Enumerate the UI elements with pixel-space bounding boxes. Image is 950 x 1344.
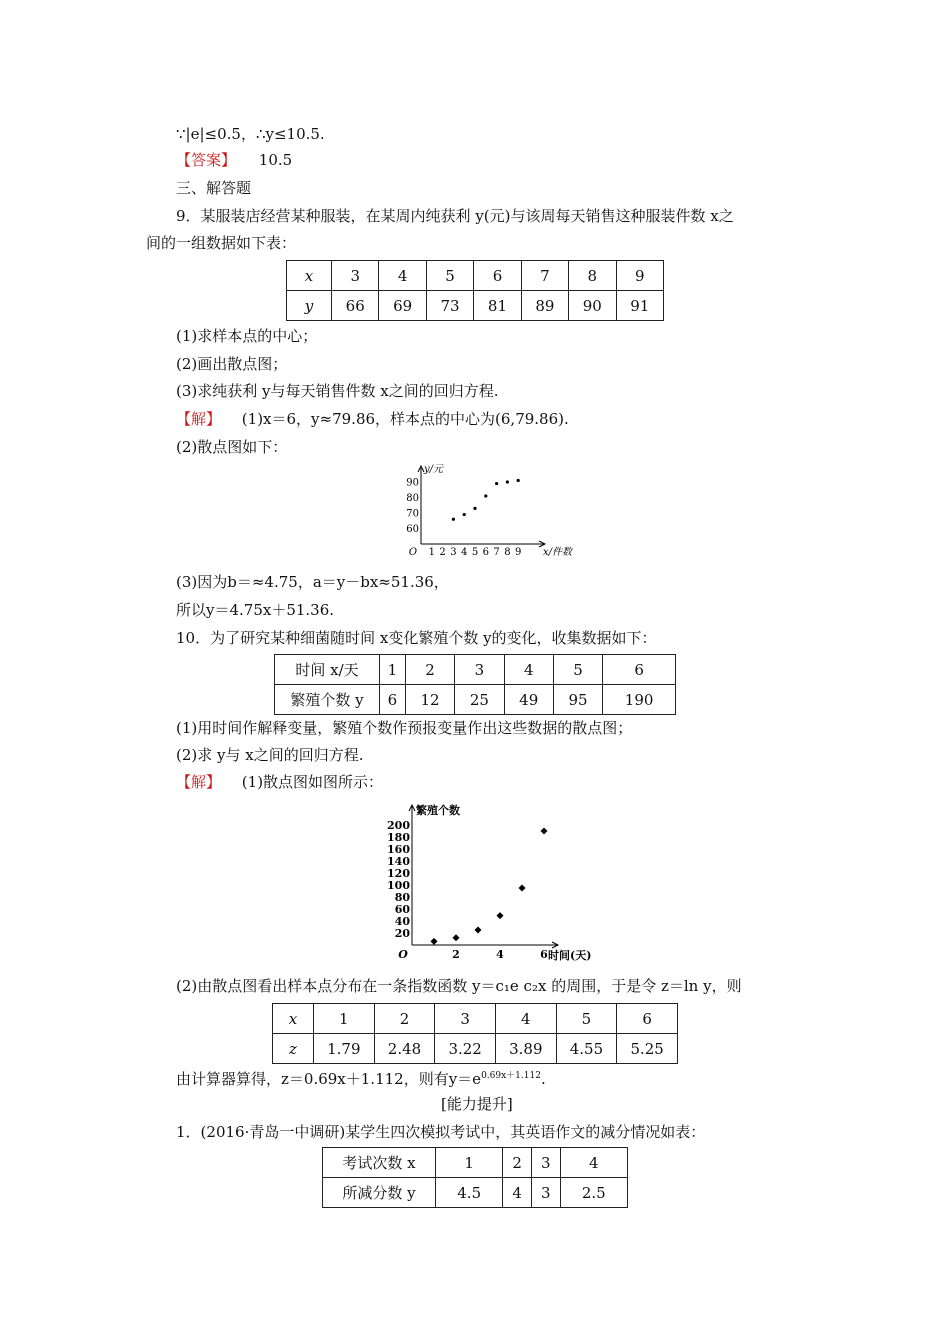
table-cell: 6 <box>474 261 521 291</box>
table-cell: 3 <box>531 1148 560 1178</box>
table-practice-1 <box>322 1147 628 1208</box>
solution-9-part3: (3)因为b＝≈4.75，a＝y－bx≈51.36， <box>176 573 449 591</box>
table-cell: 5 <box>556 1004 617 1034</box>
table-cell: 49 <box>504 685 553 715</box>
y-tick-label: 90 <box>406 477 419 489</box>
x-tick-label: 4 <box>461 547 468 558</box>
question-9-part2: (2)画出散点图； <box>176 355 288 373</box>
y-tick-label: 20 <box>394 927 410 940</box>
data-point <box>506 480 509 483</box>
question-10: 10．为了研究某种细菌随时间 x变化繁殖个数 y的变化，收集数据如下： <box>176 629 657 647</box>
table-cell: 3.22 <box>435 1034 496 1064</box>
table-cell: x <box>273 1004 314 1034</box>
data-point <box>541 828 548 835</box>
table-cell: 6 <box>380 685 406 715</box>
table-cell: 9 <box>616 261 663 291</box>
table-cell: 2.48 <box>374 1034 435 1064</box>
table-cell: 3 <box>455 655 504 685</box>
table-cell: 考试次数 x <box>323 1148 436 1178</box>
table-row <box>287 261 664 291</box>
result-end: . <box>540 1070 546 1088</box>
answer-line <box>176 150 292 170</box>
table-cell: z <box>273 1034 314 1064</box>
solution-text: (1)x＝6，y≈79.86，样本点的中心为(6,79.86). <box>241 410 569 428</box>
table-cell: 2.5 <box>560 1178 627 1208</box>
y-tick-label: 180 <box>387 831 410 844</box>
x-tick-label: O <box>408 547 418 558</box>
x-tick-label: 3 <box>450 547 457 558</box>
practice-question-1: 1．(2016·青岛一中调研)某学生四次模拟考试中，其英语作文的减分情况如表： <box>176 1123 706 1141</box>
data-point <box>497 912 504 919</box>
question-9-line1: 9．某服装店经营某种服装，在某周内纯获利 y(元)与该周每天销售这种服装件数 x之 <box>176 207 734 225</box>
answer-value: 10.5 <box>258 151 293 169</box>
solution-text: (1)散点图如图所示： <box>241 773 384 791</box>
x-tick-label: 9 <box>515 547 522 558</box>
table-cell: 4 <box>503 1178 532 1208</box>
table-q10-z <box>272 1003 678 1064</box>
y-tick-label: 60 <box>394 903 410 916</box>
data-point <box>463 513 466 516</box>
table-cell: 3 <box>332 261 379 291</box>
table-cell: 4 <box>560 1148 627 1178</box>
question-9-part3: (3)求纯获利 y与每天销售件数 x之间的回归方程. <box>176 382 499 400</box>
table-cell: 1 <box>380 655 406 685</box>
x-tick-label: 1 <box>428 547 435 558</box>
scatter-chart-q9 <box>395 460 590 560</box>
result-exponent: 0.69x＋1.112 <box>481 1071 541 1081</box>
solution-tag: 【解】 <box>176 410 222 428</box>
x-tick-label: 6 <box>540 948 548 961</box>
y-tick-label: 120 <box>387 867 410 880</box>
table-cell: 4.55 <box>556 1034 617 1064</box>
table-row <box>273 1034 678 1064</box>
y-tick-label: 80 <box>394 891 410 904</box>
x-tick-label: 6 <box>482 547 489 558</box>
y-tick-label: 140 <box>387 855 410 868</box>
y-tick-label: 40 <box>394 915 410 928</box>
table-cell: 5.25 <box>617 1034 678 1064</box>
table-row <box>275 655 676 685</box>
x-axis-label: 时间(天) <box>548 949 592 962</box>
question-10-part2: (2)求 y与 x之间的回归方程. <box>176 746 364 764</box>
table-cell: 2 <box>405 655 454 685</box>
question-10-part1: (1)用时间作解释变量，繁殖个数作预报变量作出这些数据的散点图； <box>176 719 633 737</box>
y-tick-label: 100 <box>387 879 410 892</box>
data-point <box>431 938 438 945</box>
table-cell: 1 <box>314 1004 375 1034</box>
solution-9-regression: 所以y＝4.75x＋51.36. <box>176 601 335 619</box>
table-cell: 4 <box>495 1004 556 1034</box>
y-tick-label: 70 <box>406 508 419 520</box>
table-cell: 1 <box>436 1148 503 1178</box>
y-tick-label: 200 <box>387 819 410 832</box>
table-cell: 8 <box>569 261 616 291</box>
result-text: 由计算器算得，z＝0.69x＋1.112，则有y＝e <box>176 1070 482 1088</box>
question-9-line2: 间的一组数据如下表： <box>146 234 297 252</box>
table-cell: 6 <box>617 1004 678 1034</box>
table-cell: 90 <box>569 291 616 321</box>
table-cell: 81 <box>474 291 521 321</box>
data-point <box>519 885 526 892</box>
table-cell: 3 <box>435 1004 496 1034</box>
table-cell: 1.79 <box>314 1034 375 1064</box>
data-point <box>517 479 520 482</box>
table-cell: 190 <box>603 685 676 715</box>
y-tick-label: 80 <box>406 493 419 504</box>
table-cell: 2 <box>374 1004 435 1034</box>
text-line: ∵|e|≤0.5，∴y≤10.5. <box>176 125 325 143</box>
x-tick-label: 5 <box>471 547 479 558</box>
table-cell: 6 <box>603 655 676 685</box>
x-tick-label: 4 <box>496 948 504 961</box>
table-cell: 所减分数 y <box>323 1178 436 1208</box>
table-cell: 66 <box>332 291 379 321</box>
table-row <box>323 1178 628 1208</box>
table-cell: 5 <box>426 261 473 291</box>
table-cell: 91 <box>616 291 663 321</box>
x-tick-label: 7 <box>493 547 500 558</box>
table-cell: 89 <box>521 291 568 321</box>
data-point <box>495 482 498 485</box>
table-cell: 4.5 <box>436 1178 503 1208</box>
table-cell: 5 <box>553 655 602 685</box>
table-cell: 73 <box>426 291 473 321</box>
x-tick-label: 2 <box>439 547 446 558</box>
table-cell: x <box>287 261 332 291</box>
table-row <box>273 1004 678 1034</box>
solution-9-part2: (2)散点图如下： <box>176 438 288 456</box>
table-cell: y <box>287 291 332 321</box>
solution-line <box>176 409 569 429</box>
table-cell: 繁殖个数 y <box>275 685 380 715</box>
table-q10 <box>274 654 676 715</box>
table-cell: 4 <box>504 655 553 685</box>
table-cell: 25 <box>455 685 504 715</box>
solution-10-line <box>176 772 383 792</box>
x-tick-label: O <box>398 948 408 961</box>
x-axis-label: x/件数 <box>543 547 573 558</box>
table-cell: 3 <box>531 1178 560 1208</box>
x-tick-label: 8 <box>504 547 511 558</box>
solution-tag: 【解】 <box>176 773 222 791</box>
data-point <box>452 518 455 521</box>
y-tick-label: 60 <box>406 524 419 535</box>
y-axis-label: y/元 <box>424 464 444 475</box>
data-point <box>473 507 476 510</box>
table-cell: 时间 x/天 <box>275 655 380 685</box>
table-q9 <box>286 260 664 321</box>
ability-heading: [能力提升] <box>441 1095 513 1113</box>
solution-10-result <box>176 1066 546 1089</box>
table-row <box>275 685 676 715</box>
x-tick-label: 2 <box>452 948 460 961</box>
scatter-chart-q10 <box>378 800 608 965</box>
table-cell: 4 <box>379 261 426 291</box>
table-cell: 69 <box>379 291 426 321</box>
data-point <box>453 934 460 941</box>
section-heading: 三、解答题 <box>176 179 252 197</box>
solution-10-part2: (2)由散点图看出样本点分布在一条指数函数 y＝c₁e c₂x 的周围，于是令 z＝ln y，则 <box>176 977 742 995</box>
table-row <box>323 1148 628 1178</box>
table-row <box>287 291 664 321</box>
table-cell: 12 <box>405 685 454 715</box>
data-point <box>484 494 487 497</box>
data-point <box>475 927 482 934</box>
table-cell: 3.89 <box>495 1034 556 1064</box>
table-cell: 7 <box>521 261 568 291</box>
y-tick-label: 160 <box>387 843 410 856</box>
question-9-part1: (1)求样本点的中心； <box>176 327 318 345</box>
answer-tag: 【答案】 <box>176 151 237 169</box>
table-cell: 95 <box>553 685 602 715</box>
y-axis-label: 繁殖个数 <box>416 804 460 817</box>
table-cell: 2 <box>503 1148 532 1178</box>
